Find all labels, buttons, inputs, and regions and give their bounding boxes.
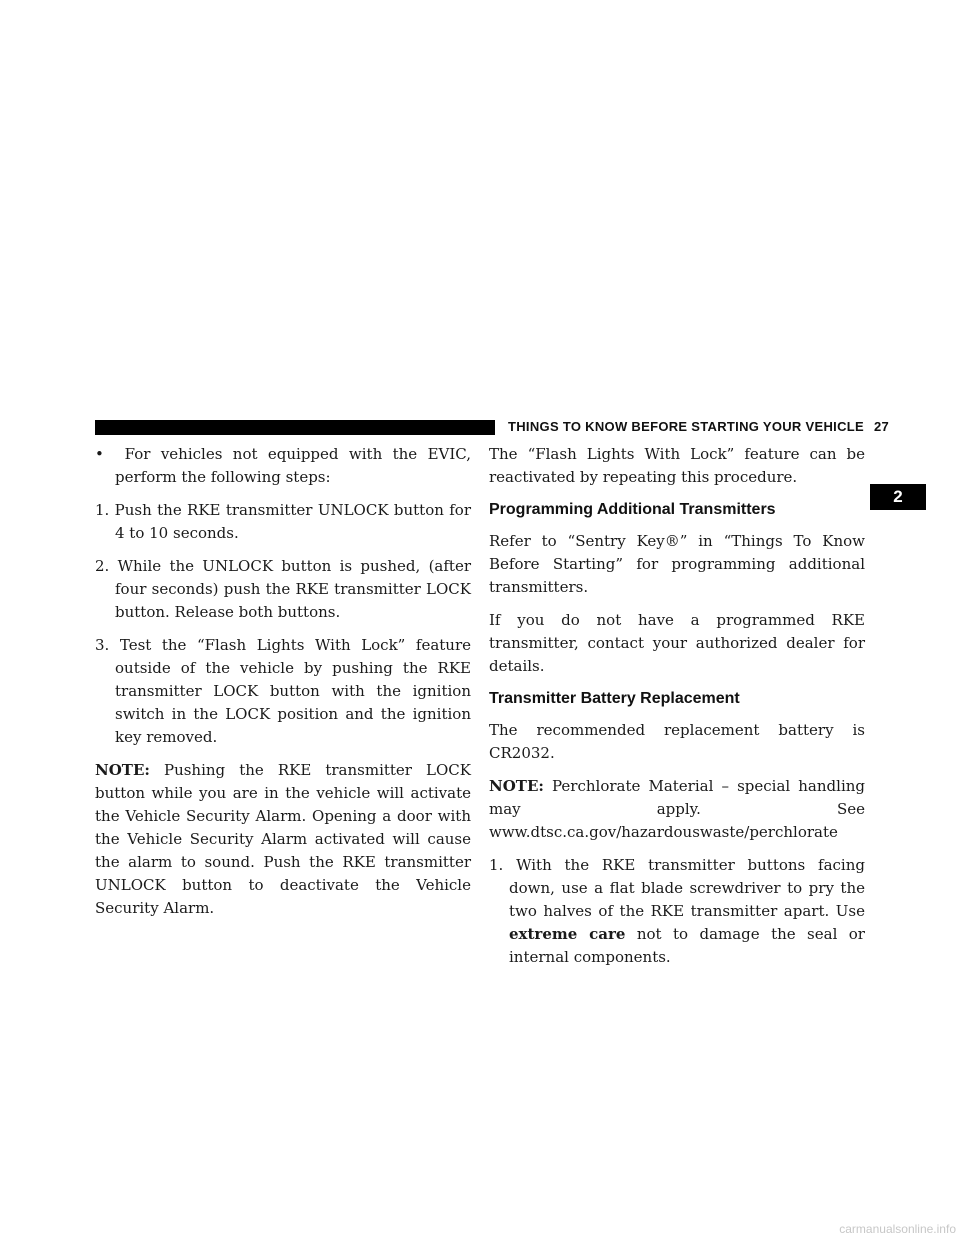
header-title: THINGS TO KNOW BEFORE STARTING YOUR VEHICLE xyxy=(508,419,864,434)
bullet-item xyxy=(95,443,471,489)
step-text-after: not to damage the seal or internal components. xyxy=(509,925,865,966)
bullet-marker: • xyxy=(95,445,104,463)
battery-step-1 xyxy=(489,854,865,969)
step-text-before: 1. With the RKE transmitter buttons facing down, use a flat blade screwdriver to pry the two halves of the RKE transmitter apart. Use xyxy=(489,856,865,920)
running-header xyxy=(508,417,890,437)
right-column xyxy=(489,443,865,979)
perchlorate-note xyxy=(489,775,865,844)
note-text: Perchlorate Material – special handling may apply. See www.dtsc.ca.gov/hazardouswaste/perchlorate xyxy=(489,777,865,841)
programming-paragraph-2: If you do not have a programmed RKE transmitter, contact your authorized dealer for details. xyxy=(489,611,865,675)
note-label: NOTE: xyxy=(95,761,150,779)
heading-programming-transmitters: Programming Additional Transmitters xyxy=(489,501,776,518)
step-1: 1. Push the RKE transmitter UNLOCK button for 4 to 10 seconds. xyxy=(95,501,471,542)
left-column xyxy=(95,443,471,930)
step-3: 3. Test the “Flash Lights With Lock” feature outside of the vehicle by pushing the RKE transmitter LOCK button with the ignition switch in the LOCK position and the ignition key removed. xyxy=(95,636,471,746)
heading-battery-replacement: Transmitter Battery Replacement xyxy=(489,690,740,707)
chapter-tab: 2 xyxy=(870,484,926,510)
bullet-text: For vehicles not equipped with the EVIC, perform the following steps: xyxy=(115,445,471,486)
page-number: 27 xyxy=(873,419,890,434)
header-rule xyxy=(95,420,495,435)
note-label: NOTE: xyxy=(489,777,544,795)
battery-paragraph: The recommended replacement battery is CR2032. xyxy=(489,721,865,762)
step-emphasis: extreme care xyxy=(509,925,626,943)
watermark-url: carmanualsonline.info xyxy=(839,1222,956,1236)
note-paragraph xyxy=(95,759,471,920)
note-text: Pushing the RKE transmitter LOCK button while you are in the vehicle will activate the Vehicle Security Alarm. Opening a door with the Vehicle Security Alarm activated will cause the alarm to sound. Push the RKE transmitter UNLOCK button to deactivate the Vehicle Security Alarm. xyxy=(95,761,471,917)
programming-paragraph-1: Refer to “Sentry Key®” in “Things To Know Before Starting” for programming additional transmitters. xyxy=(489,532,865,596)
intro-paragraph: The “Flash Lights With Lock” feature can be reactivated by repeating this procedure. xyxy=(489,445,865,486)
step-2: 2. While the UNLOCK button is pushed, (after four seconds) push the RKE transmitter LOCK button. Release both buttons. xyxy=(95,557,471,621)
